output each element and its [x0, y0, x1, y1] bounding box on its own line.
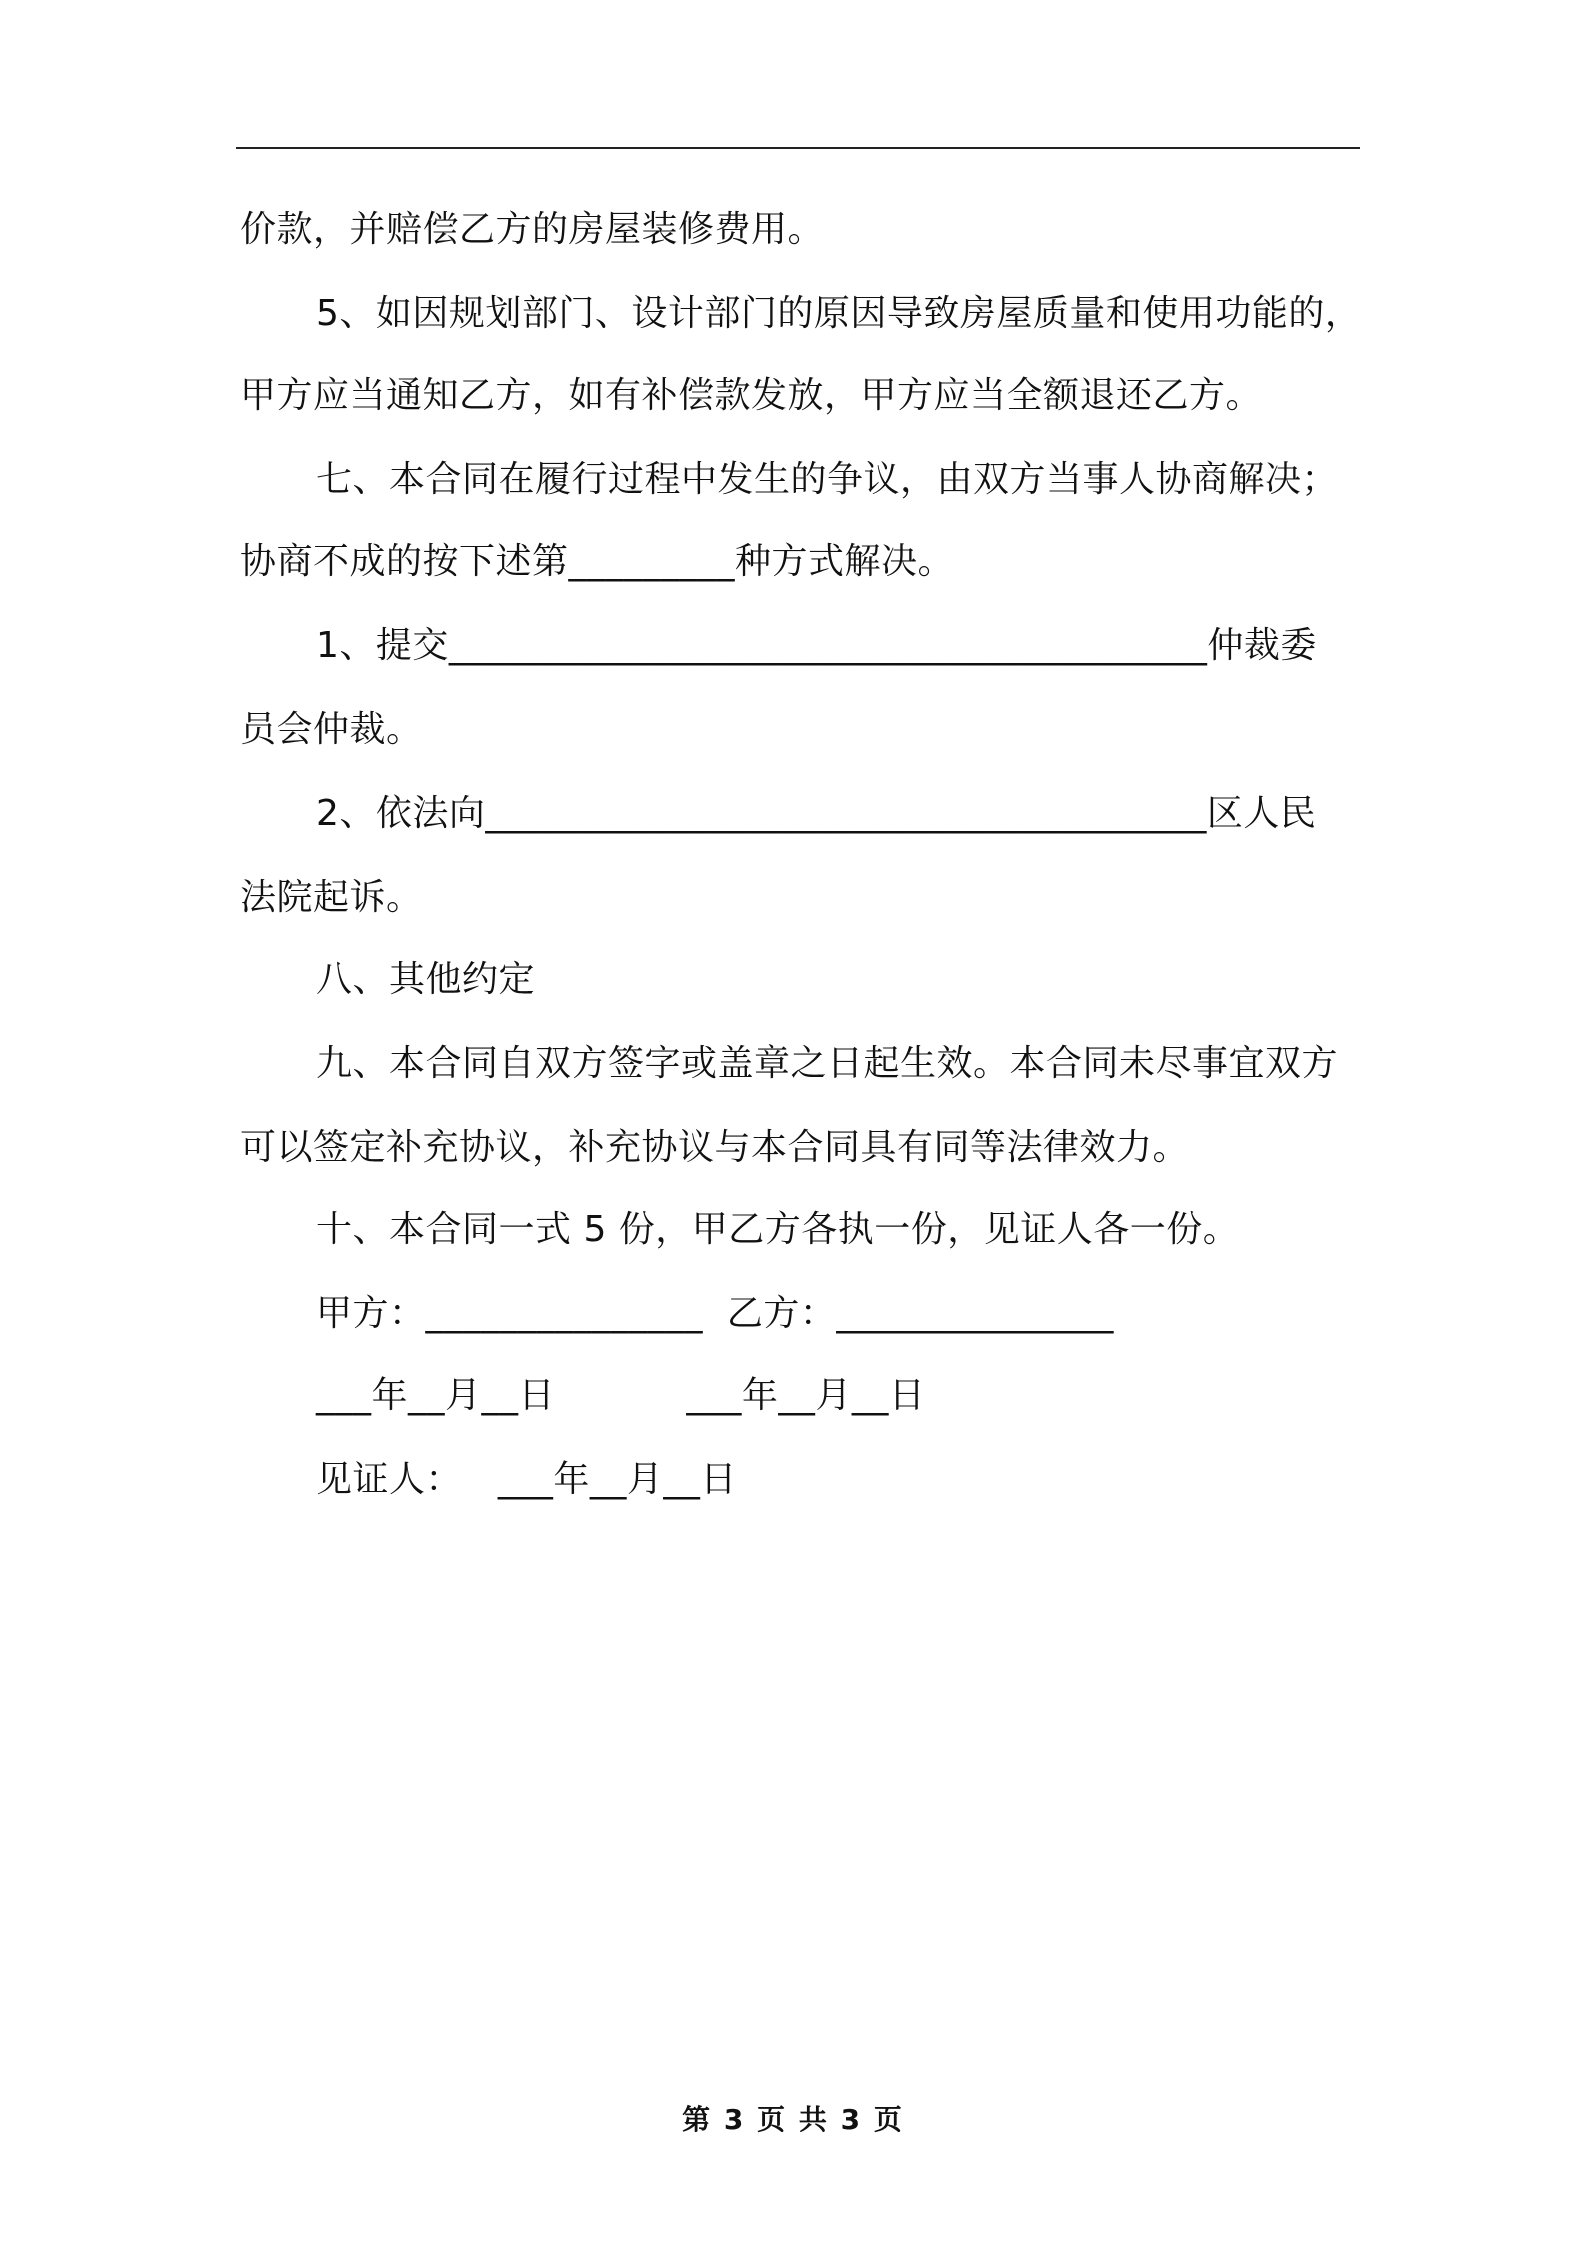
paragraph-line: 八、其他约定	[316, 959, 536, 1000]
paragraph-line: 5、如因规划部门、设计部门的原因导致房屋质量和使用功能的，	[316, 293, 1362, 334]
signature-line: 甲方：_______________ 乙方：_______________	[316, 1293, 1114, 1334]
paragraph-line: 法院起诉。	[240, 877, 423, 918]
paragraph-line: 员会仲裁。	[240, 709, 423, 750]
paragraph-line: 十、本合同一式 5 份，甲乙方各执一份，见证人各一份。	[316, 1209, 1240, 1250]
date-line: ___年__月__日 ___年__月__日	[316, 1375, 926, 1416]
witness-line: 见证人： ___年__月__日	[316, 1459, 737, 1500]
page-number: 第 3 页 共 3 页	[682, 2103, 904, 2136]
paragraph-line: 甲方应当通知乙方，如有补偿款发放，甲方应当全额退还乙方。	[240, 375, 1263, 416]
paragraph-line: 可以签定补充协议，补充协议与本合同具有同等法律效力。	[240, 1127, 1190, 1168]
paragraph-line: 协商不成的按下述第_________种方式解决。	[240, 541, 955, 582]
paragraph-line: 九、本合同自双方签字或盖章之日起生效。本合同未尽事宜双方	[316, 1043, 1339, 1084]
paragraph-line: 七、本合同在履行过程中发生的争议，由双方当事人协商解决；	[316, 459, 1339, 500]
paragraph-line: 1、提交_________________________________________仲裁委	[316, 625, 1317, 666]
paragraph-line: 价款，并赔偿乙方的房屋装修费用。	[240, 209, 825, 250]
header-rule	[236, 147, 1360, 149]
paragraph-line: 2、依法向_______________________________________区人民	[316, 793, 1317, 834]
